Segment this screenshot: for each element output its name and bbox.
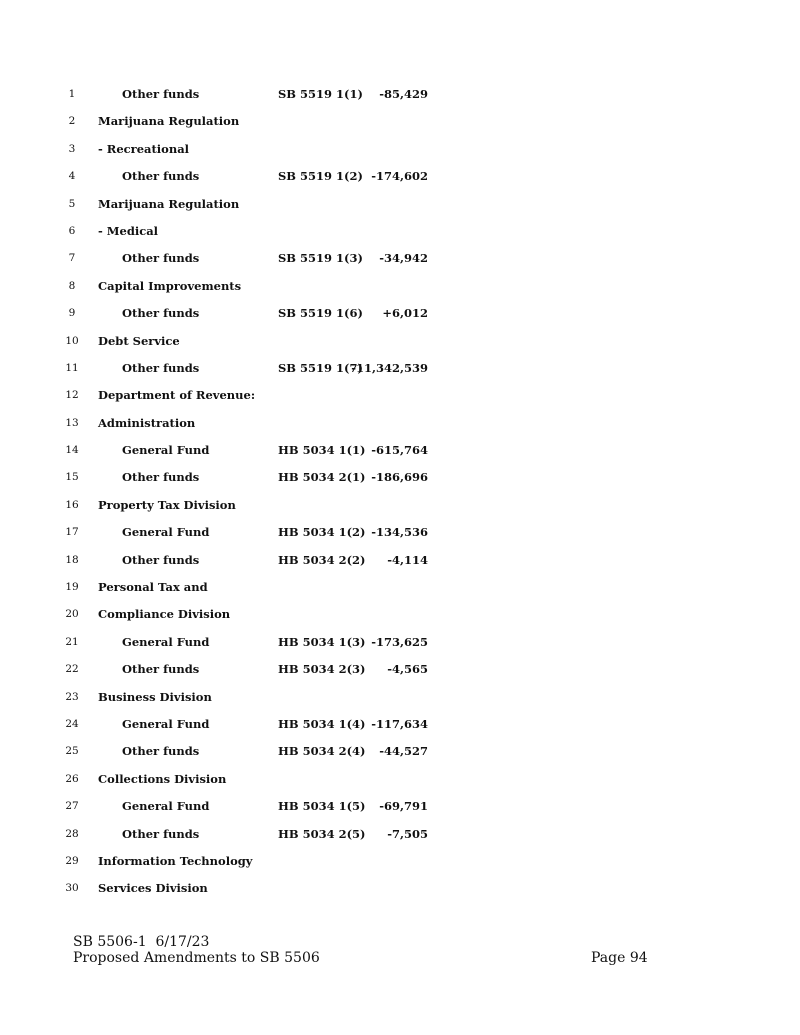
line-label: Services Division — [98, 881, 208, 896]
line-label: Department of Revenue: — [98, 388, 256, 403]
page-footer — [73, 934, 648, 966]
line-number: 25 — [65, 745, 79, 758]
line-number: 6 — [68, 224, 76, 237]
document-line — [0, 274, 800, 301]
line-label: Other funds — [122, 470, 200, 485]
line-label: Marijuana Regulation — [98, 196, 240, 211]
amount: -4,114 — [387, 552, 428, 567]
line-label: Business Division — [98, 689, 212, 704]
line-label: General Fund — [122, 716, 210, 731]
document-line — [0, 192, 800, 219]
document-line — [0, 548, 800, 575]
line-label: Other funds — [122, 169, 200, 184]
line-label: Other funds — [122, 826, 200, 841]
document-line — [0, 438, 800, 465]
line-label: General Fund — [122, 634, 210, 649]
line-number: 10 — [65, 334, 79, 347]
bill-reference: HB 5034 2(2) — [278, 552, 366, 567]
line-label: Property Tax Division — [98, 497, 236, 512]
line-number: 21 — [65, 635, 79, 648]
footer-doc-id: SB 5506-1 6/17/23 — [73, 934, 210, 950]
document-line — [0, 520, 800, 547]
document-line — [0, 876, 800, 903]
document-line — [0, 575, 800, 602]
amount: -134,536 — [371, 525, 428, 540]
line-label: Other funds — [122, 306, 200, 321]
line-label: Other funds — [122, 552, 200, 567]
line-label: Other funds — [122, 87, 200, 101]
document-line — [0, 657, 800, 684]
line-label: Administration — [98, 415, 196, 430]
line-number: 30 — [65, 882, 79, 895]
line-number: 27 — [65, 800, 79, 813]
line-number: 9 — [68, 307, 76, 320]
document-line — [0, 301, 800, 328]
amount: -174,602 — [371, 169, 428, 184]
line-label: General Fund — [122, 525, 210, 540]
line-number: 1 — [68, 88, 76, 100]
line-number: 24 — [65, 717, 79, 730]
document-line — [0, 219, 800, 246]
bill-reference: HB 5034 1(2) — [278, 525, 366, 540]
amount: +6,012 — [382, 306, 428, 321]
amount: -615,764 — [371, 443, 428, 458]
amount: -11,342,539 — [351, 360, 428, 375]
line-number: 4 — [68, 170, 76, 183]
line-label: Capital Improvements — [98, 278, 242, 293]
document-line — [0, 794, 800, 821]
line-number: 5 — [68, 197, 76, 210]
line-label: - Medical — [98, 223, 159, 238]
bill-reference: SB 5519 1(2) — [278, 169, 363, 184]
page-number: Page 94 — [591, 950, 648, 966]
document-line — [0, 164, 800, 191]
line-number: 28 — [65, 827, 79, 840]
line-label: Collections Division — [98, 771, 227, 786]
document-line — [0, 602, 800, 629]
document-line — [0, 246, 800, 273]
amount: -85,429 — [379, 87, 428, 101]
line-label: - Recreational — [98, 141, 190, 156]
line-label: General Fund — [122, 799, 210, 814]
line-number: 11 — [65, 361, 79, 374]
line-number: 20 — [65, 608, 79, 621]
bill-reference: HB 5034 1(3) — [278, 634, 366, 649]
document-line — [0, 493, 800, 520]
line-label: Compliance Division — [98, 607, 231, 622]
line-number: 2 — [68, 115, 76, 128]
line-number: 14 — [65, 444, 79, 457]
amount: -34,942 — [379, 251, 428, 266]
line-number: 12 — [65, 389, 79, 402]
line-label: Personal Tax and — [98, 580, 208, 595]
document-line — [0, 767, 800, 794]
amount: -4,565 — [387, 662, 428, 677]
line-label: Marijuana Regulation — [98, 114, 240, 129]
document-line — [0, 685, 800, 712]
document-line — [0, 465, 800, 492]
bill-reference: SB 5519 1(1) — [278, 87, 363, 101]
document-line — [0, 383, 800, 410]
line-number: 3 — [68, 142, 76, 155]
line-label: General Fund — [122, 443, 210, 458]
amount: -7,505 — [387, 826, 428, 841]
line-label: Other funds — [122, 360, 200, 375]
line-number: 18 — [65, 553, 79, 566]
line-number: 7 — [68, 252, 76, 265]
bill-reference: HB 5034 1(4) — [278, 716, 366, 731]
line-label: Debt Service — [98, 333, 180, 348]
line-number: 19 — [65, 581, 79, 594]
bill-reference: HB 5034 2(4) — [278, 744, 366, 759]
bill-reference: SB 5519 1(3) — [278, 251, 363, 266]
line-number: 17 — [65, 526, 79, 539]
line-number: 23 — [65, 690, 79, 703]
line-number: 13 — [65, 416, 79, 429]
document-line — [0, 356, 800, 383]
document-line — [0, 712, 800, 739]
document-line — [0, 822, 800, 849]
bill-reference: HB 5034 1(1) — [278, 443, 366, 458]
bill-reference: SB 5519 1(6) — [278, 306, 363, 321]
document-line — [0, 109, 800, 136]
document-line — [0, 137, 800, 164]
line-label: Other funds — [122, 744, 200, 759]
amendment-lines — [0, 82, 800, 904]
document-line — [0, 329, 800, 356]
amount: -117,634 — [371, 716, 428, 731]
document-line — [0, 411, 800, 438]
amount: -173,625 — [371, 634, 428, 649]
line-number: 22 — [65, 663, 79, 676]
bill-reference: HB 5034 2(3) — [278, 662, 366, 677]
document-line — [0, 849, 800, 876]
line-number: 8 — [68, 279, 76, 292]
line-label: Information Technology — [98, 853, 253, 868]
footer-title: Proposed Amendments to SB 5506 — [73, 950, 320, 966]
amount: -186,696 — [371, 470, 428, 485]
document-line — [0, 82, 800, 109]
line-label: Other funds — [122, 251, 200, 266]
amount: -69,791 — [379, 799, 428, 814]
line-number: 29 — [65, 854, 79, 867]
bill-reference: SB 5519 1(7) — [278, 360, 363, 375]
line-number: 15 — [65, 471, 79, 484]
line-number: 26 — [65, 772, 79, 785]
bill-reference: HB 5034 1(5) — [278, 799, 366, 814]
bill-reference: HB 5034 2(5) — [278, 826, 366, 841]
document-line — [0, 739, 800, 766]
line-number: 16 — [65, 498, 79, 511]
amount: -44,527 — [379, 744, 428, 759]
bill-reference: HB 5034 2(1) — [278, 470, 366, 485]
document-line — [0, 630, 800, 657]
line-label: Other funds — [122, 662, 200, 677]
